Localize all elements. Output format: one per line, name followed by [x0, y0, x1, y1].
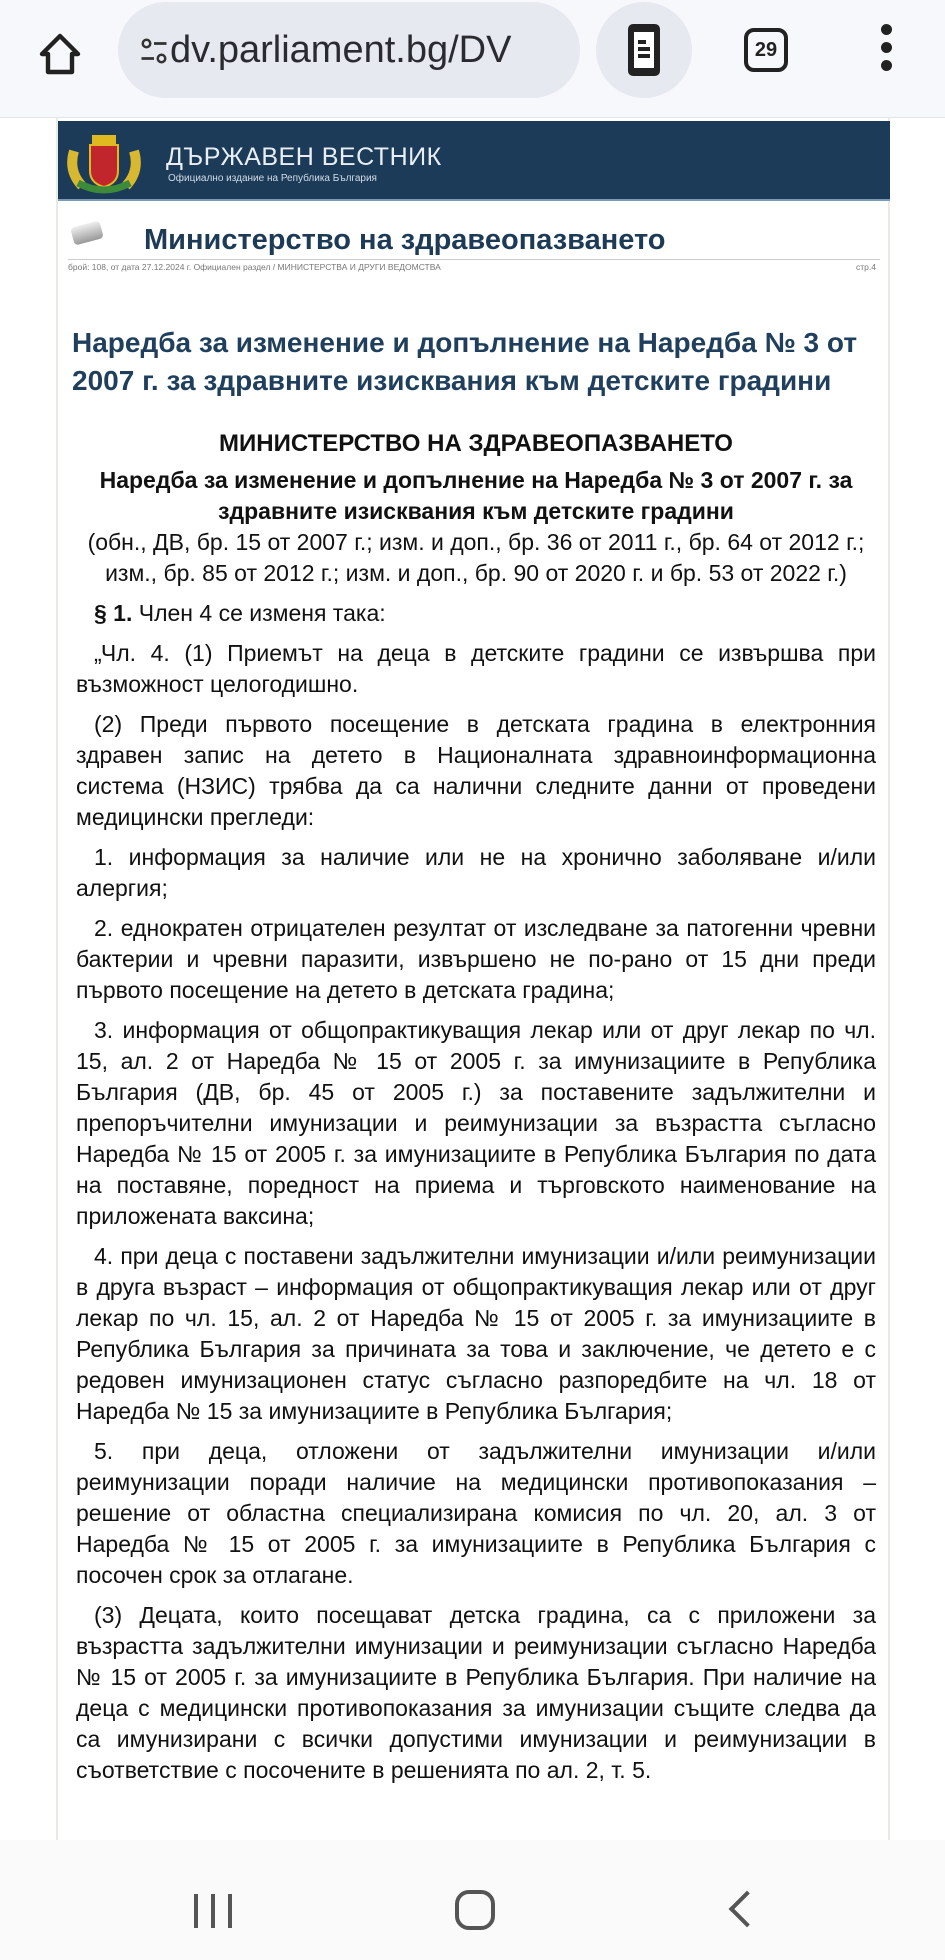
reader-mode-button[interactable] — [596, 2, 692, 98]
url-text: dv.parliament.bg/DV — [170, 28, 512, 71]
page-number: стр.4 — [856, 262, 876, 272]
issue-meta: брой: 108, от дата 27.12.2024 г. Официален раздел / МИНИСТЕРСТВА И ДРУГИ ВЕДОМСТВА — [68, 262, 441, 272]
site-settings-icon[interactable] — [138, 36, 170, 66]
paragraph: „Чл. 4. (1) Приемът на деца в детските градини се извършва при възможност целогодишно. — [76, 640, 876, 697]
back-icon[interactable] — [729, 1891, 766, 1928]
gazette-subtitle: Официално издание на Република България — [168, 173, 377, 184]
section-text: Член 4 се изменя така: — [132, 600, 386, 626]
document-title: Наредба за изменение и допълнение на Наредба № 3 от 2007 г. за здравните изисквания към детските градини — [72, 327, 858, 396]
section-1 — [76, 598, 876, 629]
section-heading: Министерство на здравеопазването — [144, 224, 666, 256]
paragraph: 3. информация от общопрактикуващия лекар или от друг лекар по чл. 15, ал. 2 от Наредба № 15 от 2005 г. за имунизациите в Република България (ДВ, бр. 45 от 2005 г.) за поставените задължителни и препоръчителни имунизации и реимунизации за възрастта съгласно Наредба № 15 от 2005 г. за имунизациите в Република България по дата на поставяне, поредност на приема и търговското наименование на приложената ваксина; — [76, 1017, 876, 1229]
home-button-icon[interactable] — [455, 1890, 495, 1930]
paragraph: (2) Преди първото посещение в детската градина в електронния здравен запис на детето в Националната здравноинформационна система (НЗИС) трябва да са налични следните данни от проведени медицински прегледи: — [76, 711, 876, 830]
ministry-icon — [70, 220, 104, 245]
recent-apps-icon[interactable] — [194, 1894, 232, 1928]
more-menu-icon[interactable] — [874, 24, 898, 78]
browser-toolbar — [0, 0, 945, 118]
system-nav-bar — [0, 1840, 945, 1960]
address-bar[interactable] — [118, 2, 580, 98]
gazette-banner[interactable] — [58, 121, 890, 201]
paragraph: 1. информация за наличие или не на хронично заболяване и/или алергия; — [76, 844, 876, 901]
paragraph: 5. при деца, отложени от задължителни имунизации и/или реимунизации поради наличие на медицински противопоказания – решение от областна специализирана комисия по чл. 20, ал. 3 от Наредба № 15 от 2005 г. за имунизациите в Република България с посочен срок за отлагане. — [76, 1438, 876, 1588]
amendment-history: (обн., ДВ, бр. 15 от 2007 г.; изм. и доп., бр. 36 от 2011 г., бр. 64 от 2012 г.; изм., бр. 85 от 2012 г.; изм. и доп., бр. 90 от 2020 г. и бр. 53 от 2022 г.) — [87, 529, 865, 586]
gazette-title: ДЪРЖАВЕН ВЕСТНИК — [166, 143, 442, 171]
reader-mode-icon — [626, 22, 662, 78]
tab-switcher-button[interactable]: 29 — [744, 28, 788, 72]
home-icon[interactable] — [36, 30, 84, 78]
section-label: § 1. — [94, 600, 133, 626]
document-page — [56, 118, 890, 1840]
paragraph: (3) Децата, които посещават детска градина, са с приложени за възрастта задължителни имунизации и реимунизации съгласно Наредба № 15 от 2005 г. за имунизациите в Република България. При наличие на деца с медицински противопоказания за имунизации същите следва да са имунизирани с всички допустими имунизации и реимунизации в съответствие с посочените в решенията по ал. 2, т. 5. — [76, 1602, 876, 1783]
coat-of-arms-logo — [64, 121, 144, 201]
paragraph: 2. еднократен отрицателен резултат от изследване за патогенни чревни бактерии и чревни паразити, извършено не по-рано от 15 дни преди първото посещение на детето в детската градина; — [76, 915, 876, 1003]
issuer: МИНИСТЕРСТВО НА ЗДРАВЕОПАЗВАНЕТО — [219, 430, 733, 457]
regulation-heading: Наредба за изменение и допълнение на Наредба № 3 от 2007 г. за здравните изисквания към детските градини — [99, 467, 853, 524]
document-body — [76, 428, 876, 1786]
paragraph: 4. при деца с поставени задължителни имунизации и/или реимунизации в друга възраст – информация от общопрактикуващия лекар или от друг лекар по чл. 15, ал. 2 от Наредба № 15 от 2005 г. за имунизациите в Република България за причината за това и заключение, че детето е с редовен имунизационен статус съгласно разпоредбите на чл. 18 от Наредба № 15 за имунизациите в Република България; — [76, 1243, 876, 1424]
divider — [68, 259, 880, 260]
